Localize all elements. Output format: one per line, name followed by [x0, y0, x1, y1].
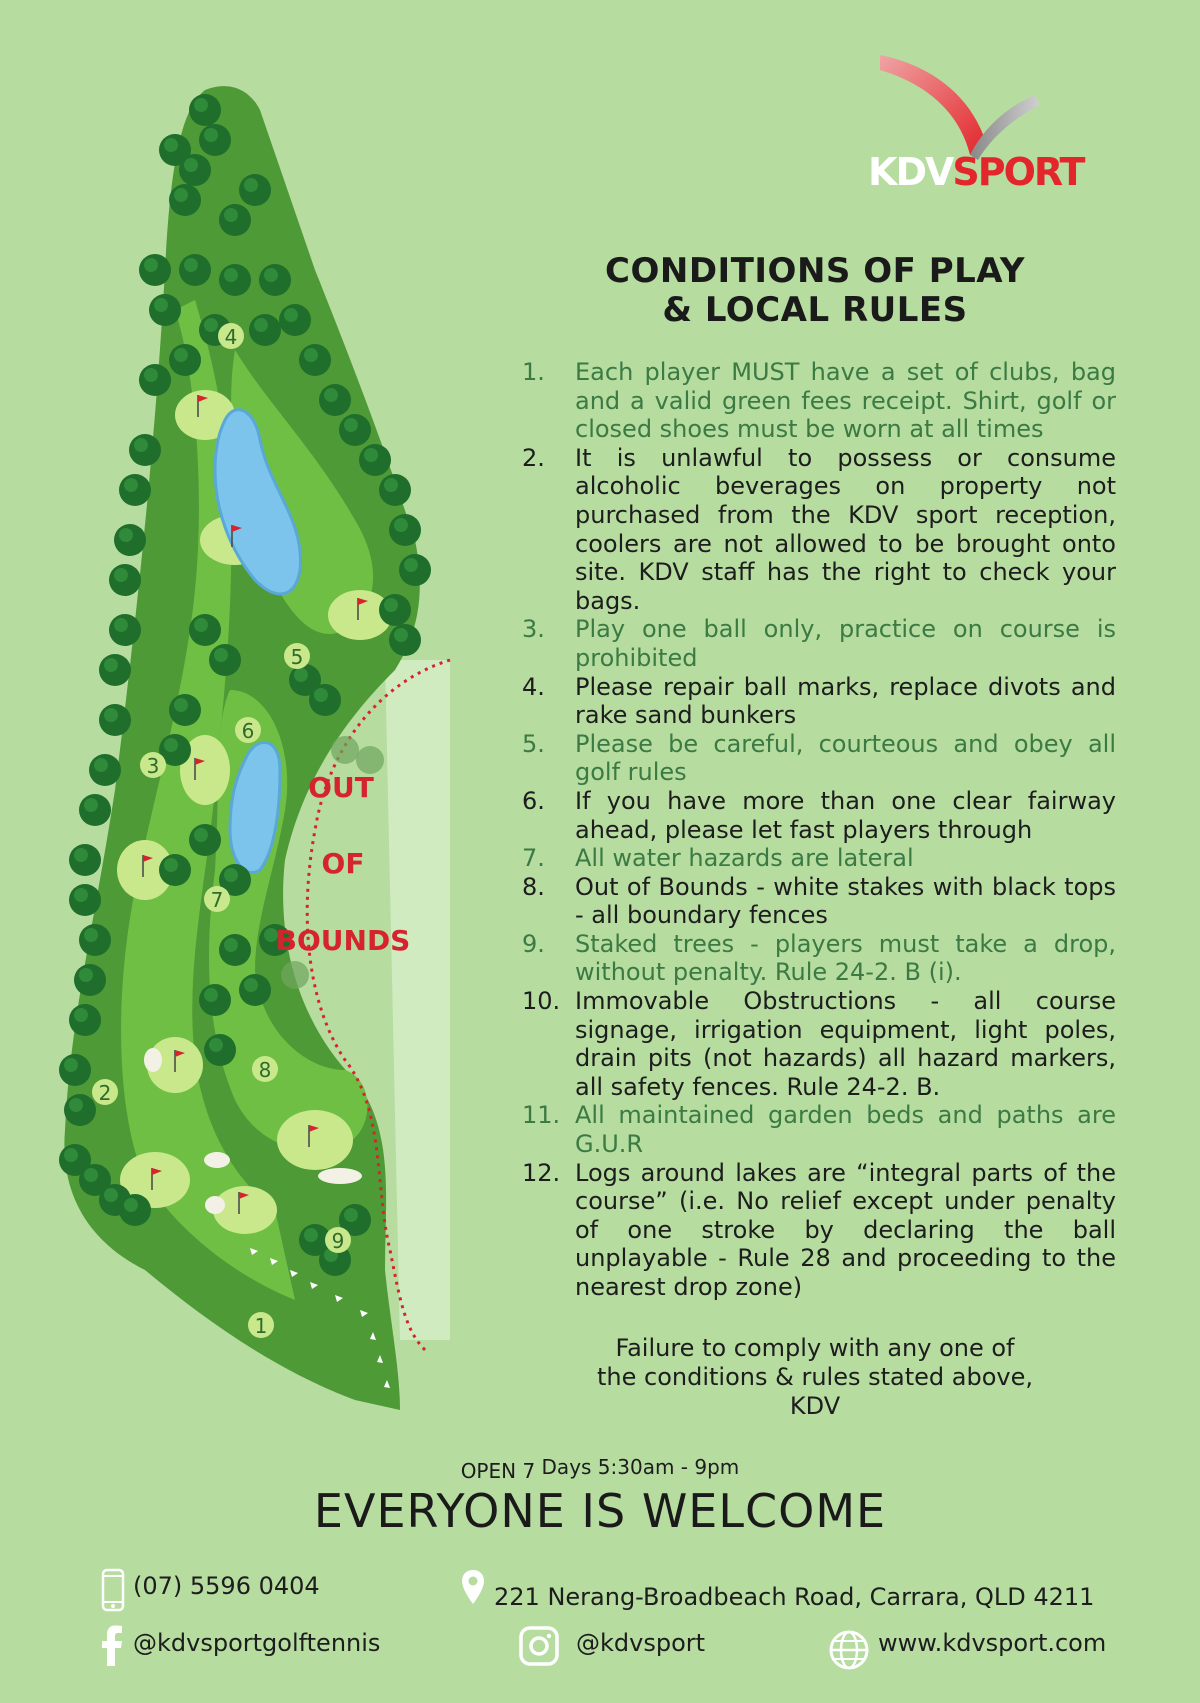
- tree-highlight: [209, 1038, 223, 1052]
- tree-highlight: [94, 758, 108, 772]
- hole-number: 4: [224, 325, 238, 349]
- tree-highlight: [134, 438, 148, 452]
- hole-number: 2: [98, 1081, 112, 1105]
- tree-highlight: [304, 348, 318, 362]
- hole-number: 3: [146, 754, 160, 778]
- tree-highlight: [214, 648, 228, 662]
- rule-number: 3.: [522, 615, 545, 644]
- tree-highlight: [394, 518, 408, 532]
- tree-highlight: [64, 1058, 78, 1072]
- tree-highlight: [224, 208, 238, 222]
- closing-line-3: KDV: [789, 1392, 841, 1420]
- facebook-icon: [101, 1624, 123, 1666]
- tree-highlight: [314, 688, 328, 702]
- tree-highlight: [184, 158, 198, 172]
- tree: [331, 736, 359, 764]
- out-of-bounds-area: [385, 660, 450, 1340]
- tree-highlight: [104, 1188, 118, 1202]
- tree-highlight: [264, 268, 278, 282]
- rules-list: [518, 358, 1116, 1302]
- open-label: OPEN 7: [460, 1459, 536, 1483]
- tree-highlight: [324, 388, 338, 402]
- logo-kdv: KDV: [868, 150, 953, 194]
- tree-highlight: [74, 1008, 88, 1022]
- globe-icon: [828, 1629, 870, 1671]
- tree-highlight: [84, 928, 98, 942]
- tree-highlight: [64, 1148, 78, 1162]
- title-line-2: & LOCAL RULES: [662, 290, 968, 330]
- rule-item: [518, 444, 1116, 616]
- tree-highlight: [74, 848, 88, 862]
- tree-highlight: [304, 1228, 318, 1242]
- tree-highlight: [114, 568, 128, 582]
- rule-item: [518, 1159, 1116, 1302]
- website[interactable]: www.kdvsport.com: [878, 1629, 1107, 1657]
- tree-highlight: [74, 888, 88, 902]
- rule-number: 7.: [522, 844, 545, 873]
- rule-number: 11.: [522, 1101, 561, 1130]
- page-title: [560, 252, 1070, 330]
- tree-highlight: [194, 98, 208, 112]
- rule-number: 8.: [522, 872, 545, 901]
- tree-highlight: [184, 258, 198, 272]
- tree-highlight: [224, 938, 238, 952]
- rule-number: 5.: [522, 729, 545, 758]
- hole-number: 6: [241, 719, 255, 743]
- tree-highlight: [174, 188, 188, 202]
- rule-number: 9.: [522, 929, 545, 958]
- closing-statement: [560, 1334, 1070, 1421]
- rule-number: 2.: [522, 443, 545, 472]
- rule-number: 1.: [522, 358, 545, 386]
- course-map: [55, 70, 475, 1425]
- phone-icon: [101, 1568, 125, 1612]
- tree-highlight: [144, 368, 158, 382]
- days-label: Days 5:30am - 9pm: [541, 1455, 740, 1479]
- sand-bunker: [204, 1152, 230, 1168]
- tree-highlight: [104, 708, 118, 722]
- rule-item: [518, 844, 1116, 873]
- address: 221 Nerang-Broadbeach Road, Carrara, QLD 4211: [494, 1583, 1095, 1611]
- tree-highlight: [144, 258, 158, 272]
- hole-number: 1: [254, 1314, 268, 1338]
- rule-text: Staked trees - players must take a drop, without penalty. Rule 24-2. B (i).: [575, 929, 1116, 987]
- rule-text: All maintained garden beds and paths are G.U.R: [575, 1101, 1116, 1159]
- rule-number: 4.: [522, 672, 545, 701]
- tree-highlight: [174, 698, 188, 712]
- rule-text: Please repair ball marks, replace divots and rake sand bunkers: [575, 672, 1116, 730]
- rule-number: 10.: [522, 987, 561, 1016]
- tree-highlight: [154, 298, 168, 312]
- tree-highlight: [284, 308, 298, 322]
- closing-line-1: Failure to comply with any one of: [615, 1334, 1015, 1362]
- oob-word-out: OUT: [308, 771, 374, 804]
- rule-item: [518, 730, 1116, 787]
- tree-highlight: [119, 528, 133, 542]
- tree-highlight: [79, 968, 93, 982]
- rule-text: It is unlawful to possess or consume alcoholic beverages on property not purchased from the KDV sport reception, coolers are not allowed to be brought onto site. KDV staff has the right to check your bags.: [575, 443, 1116, 615]
- sand-bunker: [318, 1168, 362, 1184]
- rule-item: [518, 787, 1116, 844]
- instagram-handle[interactable]: @kdvsport: [576, 1629, 706, 1657]
- rule-item: [518, 1101, 1116, 1158]
- rule-text: If you have more than one clear fairway ahead, please let fast players through: [575, 786, 1116, 844]
- rule-text: Please be careful, courteous and obey all golf rules: [575, 729, 1116, 787]
- logo-sport: SPORT: [952, 150, 1084, 194]
- tree: [281, 961, 309, 989]
- tree-highlight: [344, 418, 358, 432]
- sand-bunker: [144, 1048, 162, 1072]
- logo-wordmark: [868, 150, 1084, 194]
- tree-highlight: [84, 1168, 98, 1182]
- opening-hours: [0, 1455, 1200, 1483]
- rule-text: Play one ball only, practice on course is prohibited: [575, 615, 1116, 672]
- oob-word-of: OF: [321, 847, 365, 880]
- rule-number: 6.: [522, 786, 545, 815]
- hole-number: 8: [258, 1058, 272, 1082]
- hole-number: 5: [290, 645, 304, 669]
- tree-highlight: [114, 618, 128, 632]
- tree-highlight: [204, 318, 218, 332]
- tree-highlight: [294, 668, 308, 682]
- tree-highlight: [164, 138, 178, 152]
- tree-highlight: [384, 478, 398, 492]
- tree-highlight: [84, 798, 98, 812]
- phone-number[interactable]: (07) 5596 0404: [133, 1572, 320, 1600]
- tree-highlight: [194, 618, 208, 632]
- rule-text: Logs around lakes are “integral parts of the course” (i.e. No relief except under penalty of one stroke by declaring the ball unplayable - Rule 28 and proceeding to the nearest drop zone): [575, 1158, 1116, 1301]
- green: [277, 1110, 353, 1170]
- tree-highlight: [254, 318, 268, 332]
- tree-highlight: [124, 1198, 138, 1212]
- rule-item: [518, 358, 1116, 444]
- tree-highlight: [364, 448, 378, 462]
- tree-highlight: [174, 348, 188, 362]
- rule-item: [518, 930, 1116, 987]
- hole-number: 9: [331, 1229, 345, 1253]
- tagline: EVERYONE IS WELCOME: [313, 1484, 887, 1538]
- rule-item: [518, 615, 1116, 672]
- tree-highlight: [344, 1208, 358, 1222]
- tree-highlight: [404, 558, 418, 572]
- sand-bunker: [205, 1196, 225, 1214]
- tree-highlight: [244, 978, 258, 992]
- tree-highlight: [244, 178, 258, 192]
- facebook-handle[interactable]: @kdvsportgolftennis: [133, 1629, 381, 1657]
- tree-highlight: [224, 268, 238, 282]
- oob-word-bounds: BOUNDS: [275, 924, 411, 957]
- tree: [356, 746, 384, 774]
- rule-item: [518, 873, 1116, 930]
- tree-highlight: [204, 988, 218, 1002]
- rule-text: All water hazards are lateral: [575, 844, 914, 873]
- tree-highlight: [69, 1098, 83, 1112]
- closing-line-2: the conditions & rules stated above,: [597, 1363, 1033, 1391]
- tree-highlight: [164, 738, 178, 752]
- kdv-sport-logo: [860, 45, 1090, 195]
- tree-highlight: [224, 868, 238, 882]
- tree-highlight: [384, 598, 398, 612]
- rule-text: Immovable Obstructions - all course signage, irrigation equipment, light poles, drain pits (not hazards) all hazard markers, all safety fences. Rule 24-2. B.: [575, 987, 1116, 1101]
- tree-highlight: [164, 858, 178, 872]
- tree-highlight: [394, 628, 408, 642]
- tree-highlight: [204, 128, 218, 142]
- rule-item: [518, 987, 1116, 1101]
- rule-number: 12.: [522, 1158, 561, 1187]
- title-line-1: CONDITIONS OF PLAY: [605, 251, 1025, 291]
- hole-number: 7: [210, 888, 224, 912]
- tree-highlight: [194, 828, 208, 842]
- tree-highlight: [124, 478, 138, 492]
- rule-text: Out of Bounds - white stakes with black tops - all boundary fences: [575, 872, 1116, 930]
- tree-highlight: [104, 658, 118, 672]
- rule-item: [518, 673, 1116, 730]
- rule-text: Each player MUST have a set of clubs, bag and a valid green fees receipt. Shirt, golf or closed shoes must be worn at all times: [575, 358, 1116, 444]
- instagram-icon: [518, 1625, 560, 1667]
- location-pin-icon: [460, 1568, 486, 1606]
